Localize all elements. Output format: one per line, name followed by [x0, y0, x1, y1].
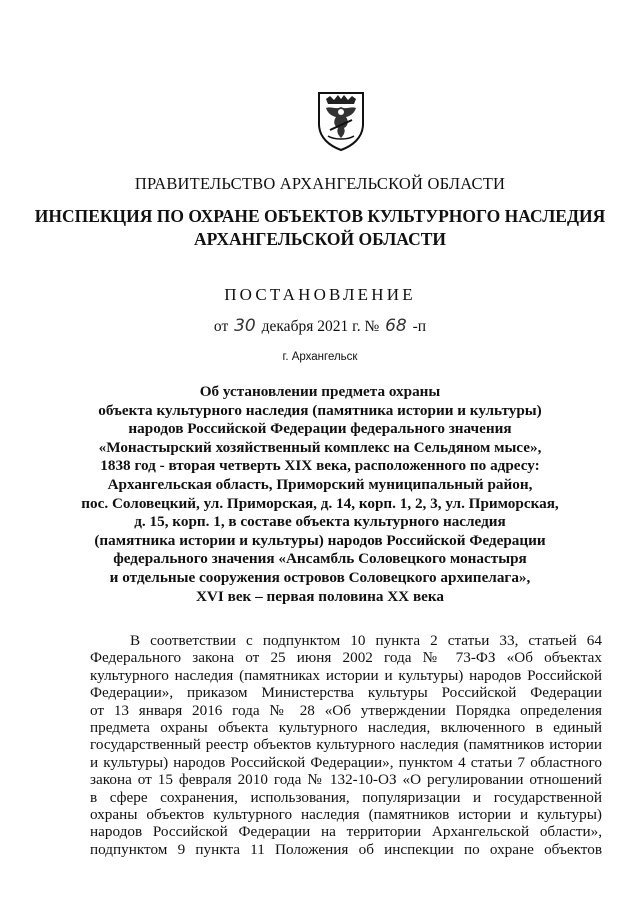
- document-type: ПОСТАНОВЛЕНИЕ: [224, 285, 416, 304]
- body-line: охраны объектов культурного наследия (памятников истории и культуры): [90, 806, 602, 824]
- title-line: пос. Соловецкий, ул. Приморская, д. 14, корп. 1, 2, 3, ул. Приморская,: [81, 494, 559, 512]
- body-line: культурного наследия (памятниках истории и культуры) народов Российской: [90, 666, 602, 684]
- government-name: ПРАВИТЕЛЬСТВО АРХАНГЕЛЬСКОЙ ОБЛАСТИ: [134, 174, 506, 193]
- title-line: 1838 год - вторая четверть XIX века, расположенного по адресу:: [100, 457, 540, 475]
- city-name: г. Архангельск: [282, 351, 358, 363]
- number-suffix: -п: [412, 318, 427, 335]
- date-rest: декабря 2021 г. №: [261, 318, 380, 335]
- title-line: Об установлении предмета охраны: [199, 383, 441, 400]
- title-line: «Монастырский хозяйственный комплекс на Сельдяном мысе»,: [98, 438, 542, 456]
- title-line: д. 15, корп. 1, в составе объекта культурного наследия: [134, 513, 506, 531]
- title-line: (памятника истории и культуры) народов Российской Федерации: [94, 531, 546, 549]
- body-line: закона от 15 февраля 2010 года № 132-10-ОЗ «О регулировании отношений: [90, 771, 602, 789]
- title-line: народов Российской Федерации федерального значения: [128, 420, 512, 438]
- title-line: Архангельская область, Приморский муниципальный район,: [107, 475, 533, 493]
- body-line: Федерального закона от 25 июня 2002 года № 73-ФЗ «Об объектах: [90, 649, 602, 667]
- body-line: Федерации», приказом Министерства культуры Российской Федерации: [90, 684, 602, 702]
- document-number-handwritten: 68: [385, 316, 407, 336]
- title-line: федерального значения «Ансамбль Соловецкого монастыря: [113, 550, 527, 568]
- inspection-line: ИНСПЕКЦИЯ ПО ОХРАНЕ ОБЪЕКТОВ КУЛЬТУРНОГО НАСЛЕДИЯ: [34, 206, 606, 226]
- date-prefix: от: [213, 318, 229, 335]
- body-line: В соответствии с подпунктом 10 пункта 2 статьи 33, статьей 64: [130, 632, 602, 649]
- body-line: государственный реестр объектов культурного наследия (памятников истории: [90, 736, 602, 754]
- inspection-line: АРХАНГЕЛЬСКОЙ ОБЛАСТИ: [194, 229, 446, 249]
- body-line: в сфере сохранения, использования, популяризации и государственной: [90, 788, 602, 806]
- title-line: и отдельные сооружения островов Соловецкого архипелага»,: [109, 568, 531, 586]
- date-line: [0, 316, 640, 336]
- inspection-name: [0, 205, 640, 251]
- body-paragraph: [90, 632, 602, 858]
- document-title: [40, 383, 600, 606]
- body-line: и культуры) народов Российской Федерации», пунктом 4 статьи 7 областного: [90, 753, 602, 771]
- body-line: подпунктом 9 пункта 11 Положения об инспекции по охране объектов: [90, 840, 602, 858]
- body-line: предмета охраны объекта культурного наследия, включенного в единый: [90, 719, 602, 737]
- title-line: объекта культурного наследия (памятника истории и культуры): [98, 401, 542, 419]
- body-line: народов Российской Федерации на территории Архангельской области»,: [90, 823, 602, 841]
- body-line: от 13 января 2016 года № 28 «Об утверждении Порядка определения: [90, 701, 602, 719]
- date-day-handwritten: 30: [234, 316, 256, 336]
- coat-of-arms-emblem: [316, 90, 366, 152]
- title-line: XVI век – первая половина XX века: [195, 587, 445, 605]
